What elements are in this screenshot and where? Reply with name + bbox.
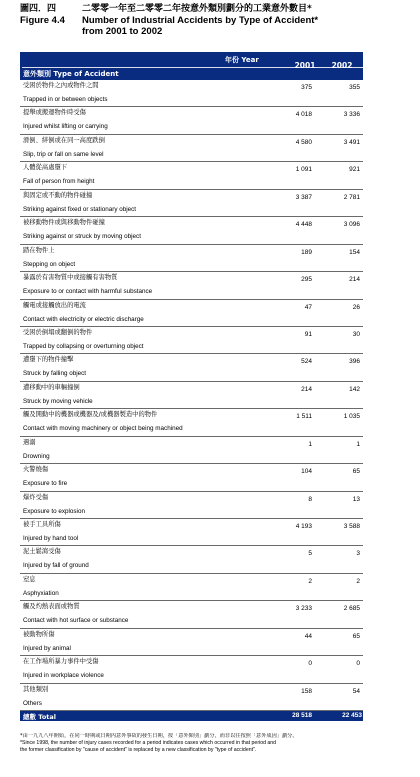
row-value-2002: 54 xyxy=(352,687,360,695)
figure-title-en-line2: from 2001 to 2002 xyxy=(82,26,163,37)
row-label-zh: 觸及灼熱表面或物質 xyxy=(23,603,80,611)
row-label-zh: 提舉或搬運物件時受傷 xyxy=(23,109,86,117)
row-value-2001: 524 xyxy=(301,358,312,366)
table-header xyxy=(20,52,363,80)
row-label-en: Injured whilst lifting or carrying xyxy=(23,123,108,131)
row-label-en: Drowning xyxy=(23,452,50,460)
table-row xyxy=(20,464,363,491)
row-label-en: Struck by falling object xyxy=(23,370,86,378)
row-label-en: Asphyxiation xyxy=(23,589,59,597)
header-divider xyxy=(22,67,363,68)
table-row xyxy=(20,107,363,134)
row-value-2002: 2 xyxy=(356,577,360,585)
row-value-2002: 3 336 xyxy=(343,111,360,119)
row-value-2001: 104 xyxy=(301,468,312,476)
table-row xyxy=(20,546,363,573)
footnote xyxy=(20,733,415,755)
row-value-2001: 1 091 xyxy=(295,166,312,174)
row-value-2002: 2 685 xyxy=(343,605,360,613)
row-label-en: Exposure to fire xyxy=(23,480,68,488)
table-row xyxy=(20,300,363,327)
row-value-2001: 1 511 xyxy=(296,413,312,421)
type-column-label: 意外類別 Type of Accident xyxy=(23,70,119,78)
table-body xyxy=(20,80,363,711)
row-value-2001: 189 xyxy=(301,248,312,256)
table-row xyxy=(20,656,363,683)
row-label-zh: 泥土鬆瀉受傷 xyxy=(23,548,61,556)
row-label-en: Striking against fixed or stationary object xyxy=(23,205,137,213)
row-value-2001: 8 xyxy=(308,495,312,503)
row-value-2002: 26 xyxy=(352,303,360,311)
row-value-2002: 355 xyxy=(349,84,360,91)
footnote-en-line1: *Since 1998, the number of injury cases recorded for a period indicates cases which occurred in that period and xyxy=(20,740,277,747)
row-value-2002: 65 xyxy=(352,632,360,640)
row-label-en: Exposure to or contact with harmful substance xyxy=(23,288,153,296)
table-row xyxy=(20,684,363,711)
figure-header xyxy=(20,4,415,37)
table-row xyxy=(20,629,363,656)
row-value-2001: 4 018 xyxy=(295,111,312,119)
table-row xyxy=(20,437,363,464)
row-label-en: Stepping on object xyxy=(23,260,76,268)
row-value-2002: 3 096 xyxy=(343,221,360,229)
row-value-2002: 154 xyxy=(349,248,360,256)
table-row xyxy=(20,272,363,299)
row-label-zh: 被移動物件或與移動物件碰撞 xyxy=(23,219,105,227)
footnote-en-line2: the former classification by "cause of accident" is replaced by a new classification by "type of accident". xyxy=(20,747,257,754)
table-row xyxy=(20,162,363,189)
row-value-2002: 30 xyxy=(352,330,360,338)
row-value-2001: 91 xyxy=(304,330,312,338)
row-value-2001: 44 xyxy=(304,632,312,640)
row-value-2002: 1 xyxy=(356,440,360,448)
row-label-zh: 在工作場所暴力事件中受傷 xyxy=(23,658,99,666)
row-label-en: Exposure to explosion xyxy=(23,507,85,515)
row-value-2001: 1 xyxy=(308,440,312,448)
row-label-en: Contact with electricity or electric discharge xyxy=(23,315,144,323)
row-label-zh: 火警燒傷 xyxy=(23,466,49,474)
total-label: 總數 Total xyxy=(23,713,57,722)
row-label-en: Injured by fall of ground xyxy=(23,562,89,570)
table-row xyxy=(20,409,363,436)
row-label-zh: 與固定或不動的物件碰撞 xyxy=(23,191,93,199)
table-row xyxy=(20,217,363,244)
row-label-en: Slip, trip or fall on same level xyxy=(23,150,104,158)
figure-number-en: Figure 4.4 xyxy=(20,15,65,26)
column-header-2001: 2001 xyxy=(294,61,316,70)
table-row xyxy=(20,327,363,354)
row-label-zh: 遭墮下的物件撞擊 xyxy=(23,356,74,364)
table-row xyxy=(20,245,363,272)
year-column-label: 年份 Year xyxy=(225,56,259,64)
row-value-2001: 2 xyxy=(308,577,312,585)
table-row xyxy=(20,135,363,162)
row-value-2002: 0 xyxy=(356,660,360,668)
table-row xyxy=(20,190,363,217)
row-label-en: Trapped in or between objects xyxy=(23,96,108,103)
total-value-2001: 28 518 xyxy=(292,712,312,720)
row-value-2002: 3 588 xyxy=(343,523,360,530)
table-total-row xyxy=(20,711,363,721)
figure-title-zh-row xyxy=(20,4,415,15)
table-row xyxy=(20,574,363,601)
row-label-en: Striking against or struck by moving object xyxy=(23,233,141,241)
row-value-2001: 4 193 xyxy=(295,523,312,530)
row-label-zh: 被動物所傷 xyxy=(23,630,55,638)
row-value-2002: 214 xyxy=(349,276,360,284)
row-label-zh: 滑倒、絆倒或在同一高度跌倒 xyxy=(23,136,105,144)
accident-table xyxy=(20,52,363,721)
table-row xyxy=(20,382,363,409)
row-label-en: Contact with moving machinery or object being machined xyxy=(23,425,183,433)
row-value-2001: 0 xyxy=(308,660,312,668)
row-value-2001: 47 xyxy=(304,303,312,311)
row-label-en: Struck by moving vehicle xyxy=(23,397,93,405)
row-label-zh: 人體從高處墮下 xyxy=(23,164,68,172)
total-value-2002: 22 453 xyxy=(342,712,362,720)
row-value-2002: 1 035 xyxy=(343,413,360,421)
row-label-zh: 被手工具所傷 xyxy=(23,521,61,528)
row-label-en: Contact with hot surface or substance xyxy=(23,617,129,625)
row-value-2002: 2 781 xyxy=(343,193,360,201)
row-label-en: Injured by hand tool xyxy=(23,535,79,542)
row-value-2002: 13 xyxy=(352,495,360,503)
row-value-2001: 3 387 xyxy=(295,193,312,201)
figure-title-en-line1: Number of Industrial Accidents by Type of Accident* xyxy=(82,15,319,26)
row-value-2001: 295 xyxy=(301,276,312,284)
row-value-2001: 214 xyxy=(301,385,312,393)
row-value-2002: 3 xyxy=(356,550,360,558)
row-label-zh: 窒息 xyxy=(23,575,36,583)
table-row xyxy=(20,601,363,628)
column-header-2002: 2002 xyxy=(331,61,353,70)
row-value-2001: 158 xyxy=(301,687,312,695)
figure-number-zh: 圖四．四 xyxy=(20,4,57,14)
row-value-2001: 3 233 xyxy=(295,605,312,613)
row-label-zh: 暴露於有害物質中或接觸有害物質 xyxy=(23,274,118,282)
row-value-2001: 375 xyxy=(301,84,312,91)
row-label-en: Injured by animal xyxy=(23,644,71,652)
row-label-zh: 踏在物件上 xyxy=(23,246,55,254)
row-value-2001: 5 xyxy=(308,550,312,558)
row-value-2001: 4 448 xyxy=(295,221,312,229)
row-label-zh: 爆炸受傷 xyxy=(23,493,49,501)
row-label-zh: 受困於物件之內或物件之間 xyxy=(23,82,99,89)
row-value-2002: 65 xyxy=(352,468,360,476)
row-value-2002: 921 xyxy=(349,166,360,174)
row-label-zh: 觸及開動中的機器或機器及/或機器製造中的物件 xyxy=(23,411,158,419)
footnote-zh: *由一九九八年開始，在同一時期或日期內意外事故的發生日期，按「意外類別」劃分，而非以往按照「意外成因」劃分。 xyxy=(20,733,298,739)
row-label-zh: 觸電或接觸放出的電流 xyxy=(23,301,86,309)
row-value-2002: 396 xyxy=(349,358,360,366)
row-label-zh: 遇溺 xyxy=(23,438,36,446)
row-value-2002: 3 491 xyxy=(343,138,360,146)
table-row xyxy=(20,519,363,546)
row-label-en: Others xyxy=(23,699,42,707)
row-value-2001: 4 580 xyxy=(295,138,312,146)
row-label-zh: 遭移動中的車輛撞倒 xyxy=(23,383,80,391)
table-row xyxy=(20,80,363,107)
row-label-zh: 其他類別 xyxy=(23,685,49,693)
row-value-2002: 142 xyxy=(349,385,360,393)
table-row xyxy=(20,354,363,381)
row-label-en: Trapped by collapsing or overturning object xyxy=(23,342,144,350)
row-label-zh: 受困於倒塌或翻倒的物件 xyxy=(23,328,93,336)
figure-title-en-row xyxy=(20,15,415,37)
row-label-en: Injured in workplace violence xyxy=(23,672,104,680)
table-row xyxy=(20,492,363,519)
figure-title-zh: 二零零一年至二零零二年按意外類別劃分的工業意外數目* xyxy=(82,4,312,14)
row-label-en: Fall of person from height xyxy=(23,178,95,186)
